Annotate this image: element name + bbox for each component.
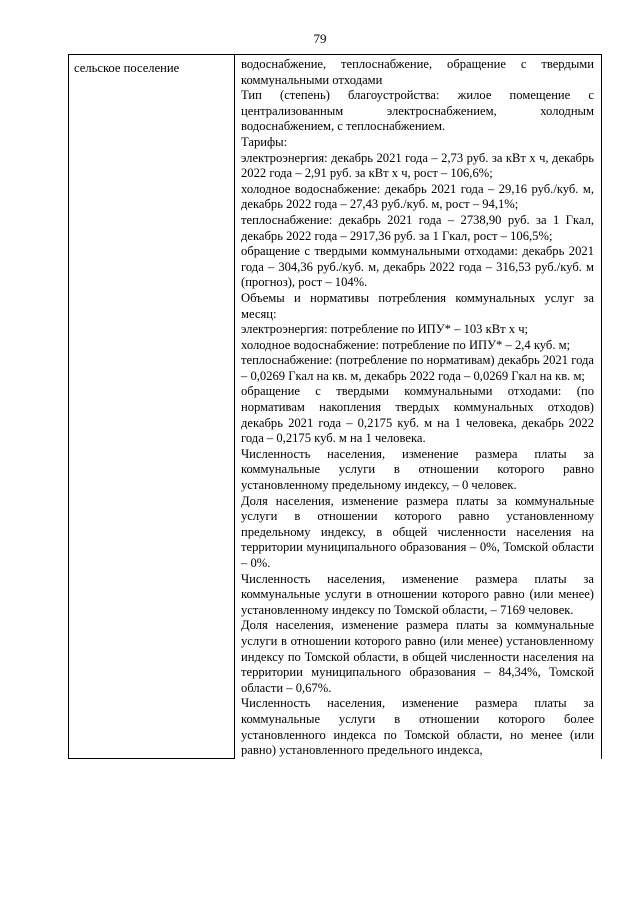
paragraph-share-regional-index: Доля населения, изменение размера платы за коммунальные услуги в отношении которого равно (или менее) установленному индексу по Томской области, в общей численности населения на территории муниципального образования – 84,34%, Томской области – 0,67%. bbox=[241, 618, 594, 695]
paragraph-volume-heating: теплоснабжение: (потребление по нормативам) декабрь 2021 года – 0,0269 Гкал на кв. м, декабрь 2022 года – 0,0269 Гкал на кв. м; bbox=[241, 353, 595, 383]
paragraph-tariff-waste: обращение с твердыми коммунальными отходами: декабрь 2021 года – 304,36 руб./куб. м, декабрь 2022 года – 316,53 руб./куб. м (прогноз), рост – 104%. bbox=[241, 244, 594, 290]
document-table bbox=[68, 54, 602, 759]
page-number: 79 bbox=[313, 31, 327, 46]
paragraph-tariff-heating: теплоснабжение: декабрь 2021 года – 2738,90 руб. за 1 Гкал, декабрь 2022 года – 2917,36 руб. за 1 Гкал, рост – 106,5%; bbox=[241, 212, 594, 243]
paragraph-tariff-electricity: электроэнергия: декабрь 2021 года – 2,73 руб. за кВт х ч, декабрь 2022 года – 2,91 руб. за кВт х ч, рост – 106,6%; bbox=[241, 150, 594, 181]
paragraph-services: водоснабжение, теплоснабжение, обращение с твердыми коммунальными отходами bbox=[241, 57, 594, 87]
paragraph-volume-waste: обращение с твердыми коммунальными отходами: (по нормативам накопления твердых коммунальных отходов) декабрь 2021 года – 0,2175 куб. м на 1 человека, декабрь 2022 года – 0,2175 куб. м на 1 человека. bbox=[241, 384, 594, 446]
paragraph-tariffs-heading: Тарифы: bbox=[241, 134, 288, 149]
paragraph-population-above-index: Численность населения, изменение размера платы за коммунальные услуги в отношении которого более установленного индекса по Томской области, но менее (или равно) установленного предельного индекса, bbox=[241, 696, 594, 758]
paragraph-volume-electricity: электроэнергия: потребление по ИПУ* – 103 кВт х ч; bbox=[241, 322, 529, 337]
description-cell bbox=[235, 55, 602, 759]
paragraph-volume-cold-water: холодное водоснабжение: потребление по ИПУ* – 2,4 куб. м; bbox=[241, 337, 571, 352]
table-row bbox=[69, 55, 602, 759]
paragraph-tariff-cold-water: холодное водоснабжение: декабрь 2021 года – 29,16 руб./куб. м, декабрь 2022 года – 27,43 руб./куб. м, рост – 94,1%; bbox=[241, 181, 594, 212]
paragraph-amenities: Тип (степень) благоустройства: жилое помещение с централизованным электроснабжением, холодным водоснабжением, с теплоснабжением. bbox=[241, 88, 594, 134]
municipality-type-cell: сельское поселение bbox=[69, 55, 235, 759]
paragraph-share-limit-index: Доля населения, изменение размера платы за коммунальные услуги в отношении которого равно установленному предельному индексу, в общей численности населения на территории муниципального образования – 0%, Томской области – 0%. bbox=[241, 493, 594, 570]
paragraph-population-regional-index: Численность населения, изменение размера платы за коммунальные услуги в отношении которого равно (или менее) установленному индексу по Томской области, – 7169 человек. bbox=[241, 571, 594, 617]
paragraph-volumes-heading: Объемы и нормативы потребления коммунальных услуг за месяц: bbox=[241, 290, 594, 321]
paragraph-population-limit-index: Численность населения, изменение размера платы за коммунальные услуги в отношении которого равно установленному предельному индексу, – 0 человек. bbox=[241, 446, 594, 493]
